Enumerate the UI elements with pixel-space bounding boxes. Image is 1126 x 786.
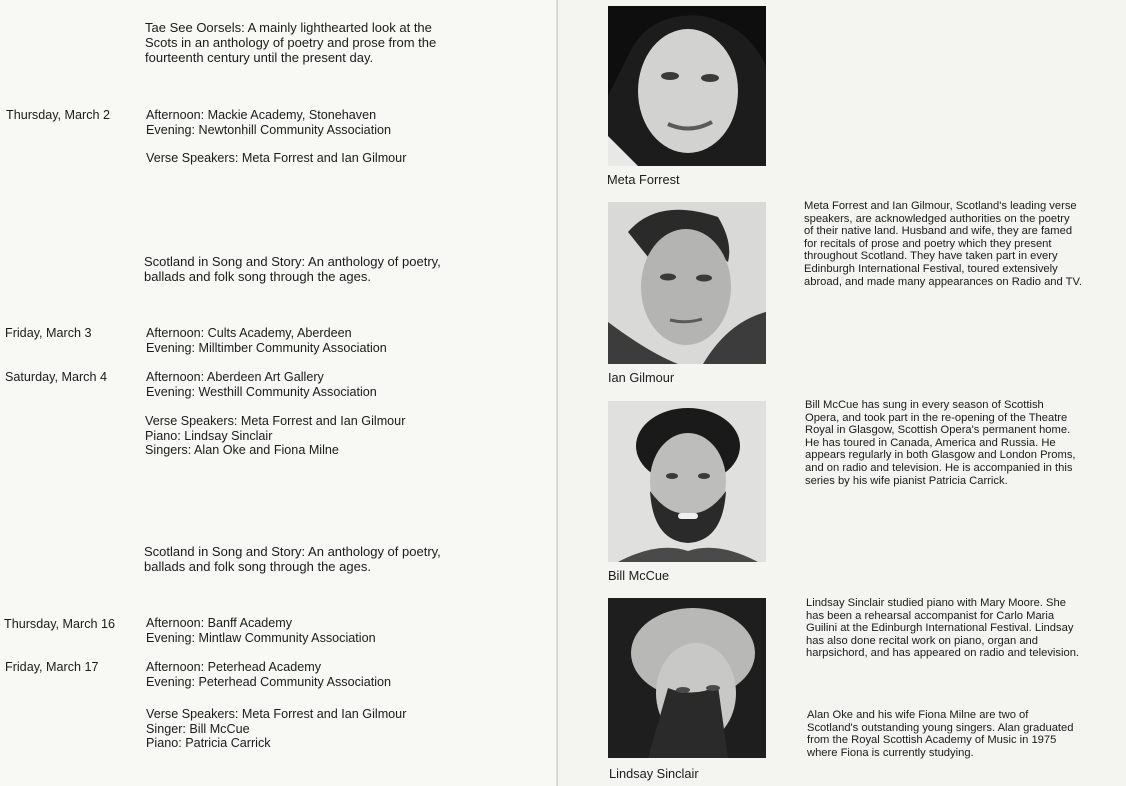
- ian-gilmour-photo: [608, 202, 766, 364]
- bio-mccue: Bill McCue has sung in every season of Scottish Opera, and took part in the re-opening of the Theatre Royal in Glasgow, Scottish Opera's permanent home. He has toured in Canada, America and Russia. He appears regularly in both Glasgow and London Proms, and on radio and television. He is accompanied in this series by his wife pianist Patricia Carrick.: [805, 399, 1076, 487]
- bio-sinclair: Lindsay Sinclair studied piano with Mary Moore. She has been a rehearsal accompanist for Carlo Maria Guilini at the Edinburgh International Festival. Lindsay has also done recital work on piano, organ and harpsichord, and has appeared on radio and television.: [806, 597, 1080, 660]
- date-friday-march-3: Friday, March 3: [5, 326, 92, 340]
- bill-mccue-portrait: [608, 401, 766, 562]
- meta-forrest-portrait: [608, 6, 766, 166]
- caption-lindsay-sinclair: Lindsay Sinclair: [609, 766, 699, 781]
- programme-2-performers: Verse Speakers: Meta Forrest and Ian Gilmour Piano: Lindsay Sinclair Singers: Alan Oke and Fiona Milne: [145, 414, 406, 458]
- left-page: [0, 0, 557, 786]
- ian-gilmour-portrait: [608, 202, 766, 364]
- caption-bill-mccue: Bill McCue: [608, 568, 670, 583]
- caption-ian-gilmour: Ian Gilmour: [608, 370, 675, 385]
- bill-mccue-photo: [608, 401, 766, 562]
- date-saturday-march-4: Saturday, March 4: [5, 370, 107, 384]
- programme-1-description: Tae See Oorsels: A mainly lighthearted look at the Scots in an anthology of poetry and prose from the fourteenth century until the present day.: [145, 20, 437, 65]
- venues-march-3: Afternoon: Cults Academy, Aberdeen Evening: Milltimber Community Association: [146, 326, 387, 355]
- caption-meta-forrest: Meta Forrest: [607, 172, 680, 187]
- date-thursday-march-16: Thursday, March 16: [4, 617, 116, 631]
- bio-forrest-gilmour: Meta Forrest and Ian Gilmour, Scotland's leading verse speakers, are acknowledged authorities on the poetry of their native land. Husband and wife, they are famed for recitals of prose and poetry which they present throughout Scotland. They have taken part in every Edinburgh International Festival, toured extensively abroad, and made many appearances on Radio and TV.: [804, 200, 1083, 288]
- bio-oke-milne: Alan Oke and his wife Fiona Milne are two of Scotland's outstanding young singers. Alan graduated from the Royal Scottish Academy of Music in 1975 where Fiona is currently studying.: [807, 709, 1074, 759]
- venues-march-2: Afternoon: Mackie Academy, Stonehaven Evening: Newtonhill Community Association: [146, 108, 391, 137]
- venues-march-17: Afternoon: Peterhead Academy Evening: Peterhead Community Association: [146, 660, 392, 689]
- lindsay-sinclair-portrait: [608, 598, 766, 758]
- date-friday-march-17: Friday, March 17: [5, 660, 99, 674]
- programme-3-performers: Verse Speakers: Meta Forrest and Ian Gilmour Singer: Bill McCue Piano: Patricia Carrick: [146, 707, 407, 751]
- meta-forrest-photo: [608, 6, 766, 166]
- venues-march-4: Afternoon: Aberdeen Art Gallery Evening: Westhill Community Association: [146, 370, 377, 399]
- venues-march-16: Afternoon: Banff Academy Evening: Mintlaw Community Association: [146, 616, 376, 645]
- programme-1-performers: Verse Speakers: Meta Forrest and Ian Gilmour: [146, 151, 407, 165]
- lindsay-sinclair-photo: [608, 598, 766, 758]
- date-thursday-march-2: Thursday, March 2: [6, 108, 111, 122]
- programme-3-description: Scotland in Song and Story: An anthology of poetry, ballads and folk song through the ages.: [144, 544, 441, 574]
- programme-2-description: Scotland in Song and Story: An anthology of poetry, ballads and folk song through the ages.: [144, 254, 441, 284]
